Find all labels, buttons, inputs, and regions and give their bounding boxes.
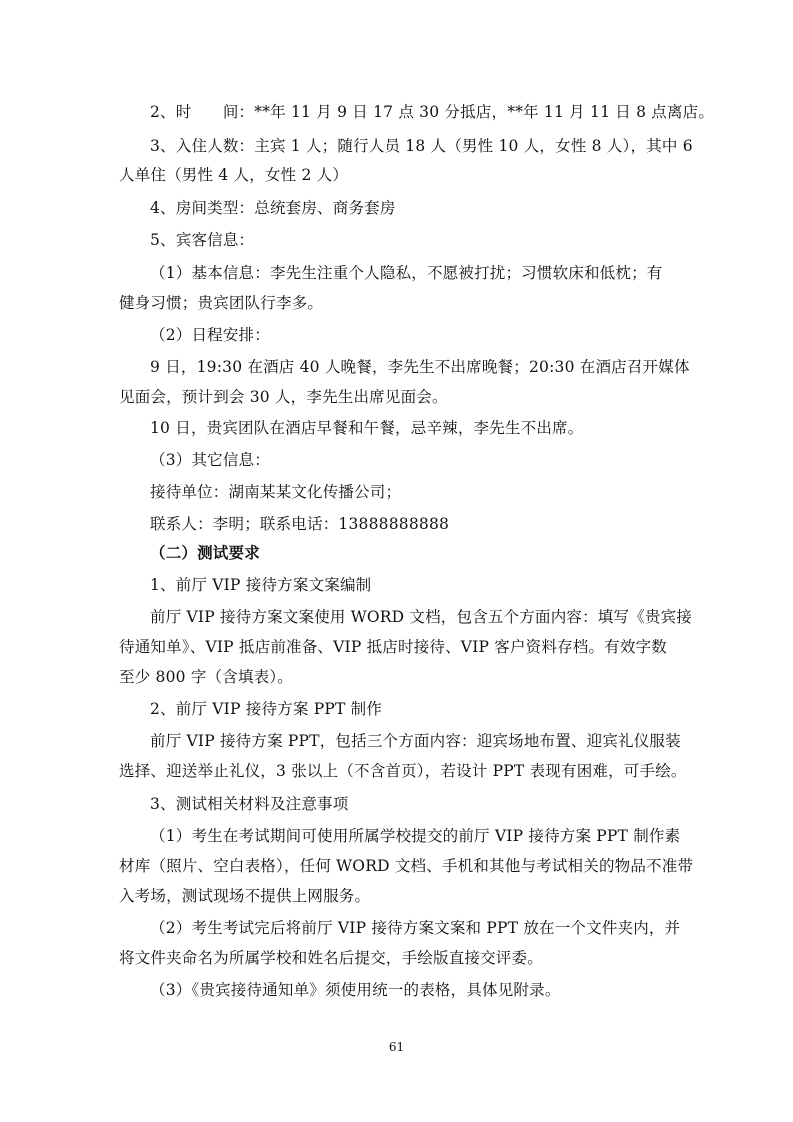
item1-paragraph-line2: 待通知单》、VIP 抵店前准备、VIP 抵店时接待、VIP 客户资料存档。有效字数 xyxy=(119,638,667,656)
section-heading-test-requirements: （二）测试要求 xyxy=(150,543,260,562)
item1-heading: 1、前厅 VIP 接待方案文案编制 xyxy=(150,576,372,594)
guest-info-heading: 5、宾客信息： xyxy=(150,231,255,249)
host-unit-line: 接待单位：湖南某某文化传播公司； xyxy=(150,483,402,501)
item1-paragraph-line3: 至少 800 字（含填表）。 xyxy=(119,668,293,686)
note2-line2: 将文件夹命名为所属学校和姓名后提交，手绘版直接交评委。 xyxy=(119,949,543,967)
note2-line1: （2）考生考试完后将前厅 VIP 接待方案文案和 PPT 放在一个文件夹内，并 xyxy=(150,919,681,937)
note1-line3: 入考场，测试现场不提供上网服务。 xyxy=(119,887,371,905)
item2-paragraph-line2: 选择、迎送举止礼仪，3 张以上（不含首页），若设计 PPT 表现有困难，可手绘。 xyxy=(119,762,687,780)
item3-heading: 3、测试相关材料及注意事项 xyxy=(150,795,349,813)
page-number: 61 xyxy=(388,1040,405,1054)
note1-line2: 材库（照片、空白表格），任何 WORD 文档、手机和其他与考试相关的物品不准带 xyxy=(119,857,694,875)
contact-line: 联系人：李明；联系电话：13888888888 xyxy=(150,515,450,533)
schedule-heading: （2）日程安排： xyxy=(150,326,270,344)
note1-line1: （1）考生在考试期间可使用所属学校提交的前厅 VIP 接待方案 PPT 制作素 xyxy=(150,827,681,845)
schedule-day10-line: 10 日，贵宾团队在酒店早餐和午餐，忌辛辣，李先生不出席。 xyxy=(150,419,584,437)
guest-count-line: 3、入住人数：主宾 1 人；随行人员 18 人（男性 10 人，女性 8 人），其中 6 xyxy=(150,137,693,155)
item1-paragraph-line1: 前厅 VIP 接待方案文案使用 WORD 文档，包含五个方面内容：填写《贵宾接 xyxy=(150,608,692,626)
guest-count-line-cont: 人单住（男性 4 人，女性 2 人） xyxy=(119,166,349,184)
schedule-day9-line: 9 日，19:30 在酒店 40 人晚餐，李先生不出席晚餐；20:30 在酒店召开媒体 xyxy=(150,358,690,376)
item2-heading: 2、前厅 VIP 接待方案 PPT 制作 xyxy=(150,700,383,718)
room-type-line: 4、房间类型：总统套房、商务套房 xyxy=(150,199,396,217)
item2-paragraph-line1: 前厅 VIP 接待方案 PPT，包括三个方面内容：迎宾场地布置、迎宾礼仪服装 xyxy=(150,732,681,750)
note3-line: （3）《贵宾接待通知单》须使用统一的表格，具体见附录。 xyxy=(150,981,561,999)
other-info-heading: （3）其它信息： xyxy=(150,451,270,469)
schedule-day9-line-cont: 见面会，预计到会 30 人，李先生出席见面会。 xyxy=(119,388,448,406)
arrival-time-line: 2、时 间：**年 11 月 9 日 17 点 30 分抵店，**年 11 月 11 日 8 点离店。 xyxy=(150,103,715,121)
basic-info-line: （1）基本信息：李先生注重个人隐私，不愿被打扰；习惯软床和低枕；有 xyxy=(150,264,663,282)
basic-info-line-cont: 健身习惯；贵宾团队行李多。 xyxy=(119,294,324,312)
